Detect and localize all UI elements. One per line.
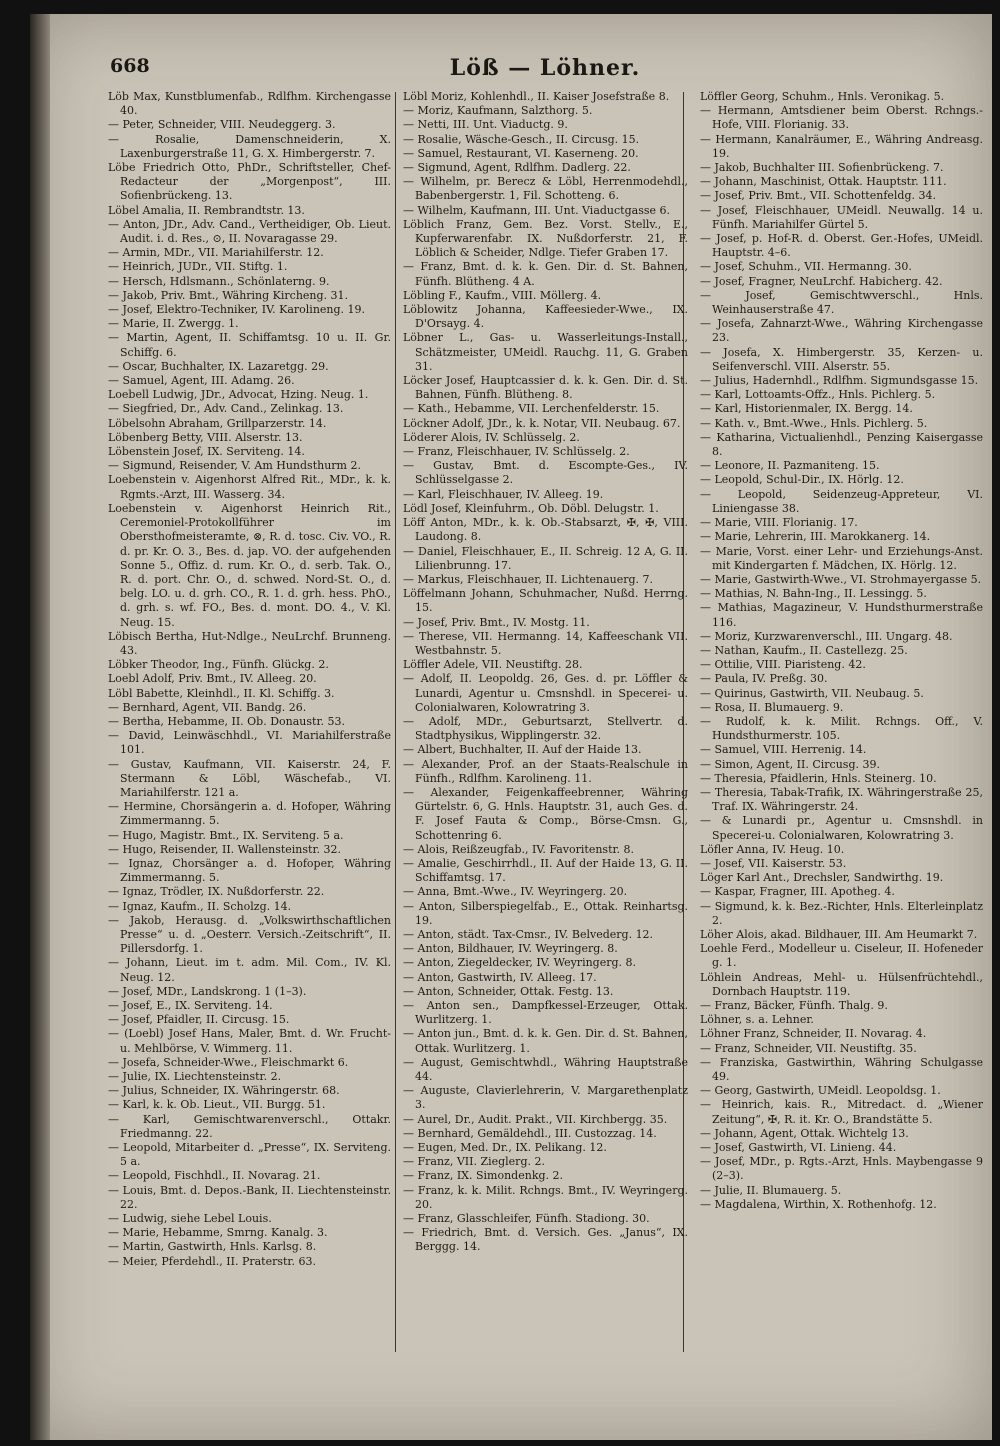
directory-entry: Löhlein Andreas, Mehl- u. Hülsenfrüchtehdl., Dornbach Hauptstr. 119. [700,970,983,998]
directory-entry: — Franz, Glasschleifer, Fünfh. Stadiong. 30. [403,1212,650,1226]
directory-entry: — Anton, Silberspiegelfab., E., Ottak. Reinhartsg. 19. [403,899,688,927]
directory-entry: — Josef, Gemischtwverschl., Hnls. Weinhauserstraße 47. [700,288,983,317]
directory-entry: — Quirinus, Gastwirth, VII. Neubaug. 5. [700,686,924,700]
directory-entry: Loebell Ludwig, JDr., Advocat, Hzing. Neug. 1. [108,388,369,402]
directory-entry: Löbker Theodor, Ing., Fünfh. Glückg. 2. [108,658,329,672]
directory-entry: — Sigmund, Agent, Rdlfhm. Dadlerg. 22. [403,161,631,175]
directory-entry: — Adolf, MDr., Geburtsarzt, Stellvertr. d. Stadtphysikus, Wipplingerstr. 32. [403,714,688,743]
directory-entry: — Paula, IV. Preßg. 30. [700,672,828,686]
directory-entry: — Rosa, II. Blumauerg. 9. [700,700,844,714]
directory-entry: — Gustav, Kaufmann, VII. Kaiserstr. 24, F. Stermann & Löbl, Wäschefab., VI. Mariahilferstr. 121 a. [108,757,391,799]
directory-entry: — Anton, Gastwirth, IV. Alleeg. 17. [403,970,597,984]
directory-entry: — Siegfried, Dr., Adv. Cand., Zelinkag. 13. [108,402,344,416]
directory-entry: Löblowitz Johanna, Kaffeesieder-Wwe., IX. D'Orsayg. 4. [403,303,688,331]
directory-entry: — Kath. v., Bmt.-Wwe., Hnls. Pichlerg. 5. [700,416,928,430]
book-gutter [30,14,50,1440]
column-2 [403,90,688,1430]
directory-entry: — Sigmund, Reisender, V. Am Hundsthurm 2. [108,459,361,473]
directory-entry: Loehle Ferd., Modelleur u. Ciseleur, II. Hofeneder g. 1. [700,942,983,970]
directory-entry: — Anton, Ziegeldecker, IV. Weyringerg. 8. [403,956,637,970]
directory-entry: — Kaspar, Fragner, III. Apotheg. 4. [700,885,895,899]
directory-entry: — Moriz, Kaufmann, Salzthorg. 5. [403,104,593,118]
directory-entry: — Netti, III. Unt. Viaductg. 9. [403,118,568,132]
directory-entry: Löher Alois, akad. Bildhauer, III. Am Heumarkt 7. [700,927,978,941]
directory-entry: — Johann, Lieut. im t. adm. Mil. Com., IV. Kl. Neug. 12. [108,956,391,984]
directory-entry: — Moriz, Kurzwarenverschl., III. Ungarg. 48. [700,629,953,643]
directory-entry: — Albert, Buchhalter, II. Auf der Haide 13. [403,743,642,757]
directory-entry: Löbl Babette, Kleinhdl., II. Kl. Schiffg. 3. [108,686,335,700]
directory-entry: — Anton sen., Dampfkessel-Erzeuger, Ottak. Wurlitzerg. 1. [403,999,688,1027]
directory-entry: — Julius, Schneider, IX. Währingerstr. 68. [108,1084,340,1098]
directory-entry: — Aurel, Dr., Audit. Prakt., VII. Kirchbergg. 35. [403,1112,668,1126]
directory-entry: — Eugen, Med. Dr., IX. Pelikang. 12. [403,1141,607,1155]
directory-entry: — Alexander, Prof. an der Staats-Realschule in Fünfh., Rdlfhm. Karolineng. 11. [403,757,688,785]
directory-entry: — Mathias, N. Bahn-Ing., II. Lessingg. 5. [700,587,927,601]
directory-entry: — Jakob, Priv. Bmt., Währing Kircheng. 31. [108,288,349,302]
directory-entry: — Rosalie, Damenschneiderin, X. Laxenburgerstraße 11, G. X. Himbergerstr. 7. [108,132,391,160]
directory-entry: — Martin, Gastwirth, Hnls. Karlsg. 8. [108,1240,317,1254]
directory-entry: — Johann, Maschinist, Ottak. Hauptstr. 111. [700,175,947,189]
directory-entry: — Marie, Gastwirth-Wwe., VI. Strohmayergasse 5. [700,572,982,586]
directory-entry: — Rosalie, Wäsche-Gesch., II. Circusg. 15. [403,132,640,146]
directory-entry: — Karl, Historienmaler, IX. Bergg. 14. [700,402,913,416]
directory-entry: Loebl Adolf, Priv. Bmt., IV. Alleeg. 20. [108,672,317,686]
directory-entry: Löbling F., Kaufm., VIII. Möllerg. 4. [403,288,602,302]
directory-entry: — Julie, IX. Liechtensteinstr. 2. [108,1070,282,1084]
directory-entry: — (Loebl) Josef Hans, Maler, Bmt. d. Wr. Frucht- u. Mehlbörse, V. Wimmerg. 11. [108,1027,391,1055]
directory-entry: — Sigmund, k. k. Bez.-Richter, Hnls. Elterleinplatz 2. [700,899,983,927]
directory-entry: — Ludwig, siehe Lebel Louis. [108,1212,272,1226]
directory-entry: — Oscar, Buchhalter, IX. Lazaretgg. 29. [108,359,329,373]
directory-entry: — Bertha, Hebamme, II. Ob. Donaustr. 53. [108,714,345,728]
directory-entry: Löff Anton, MDr., k. k. Ob.-Stabsarzt, ✠, ✠, VIII. Laudong. 8. [403,516,688,544]
directory-entry: — Heinrich, kais. R., Mitredact. d. „Wiener Zeitung“, ✠, R. it. Kr. O., Brandstätte 5. [700,1098,983,1126]
directory-entry: — Josefa, Zahnarzt-Wwe., Währing Kirchengasse 23. [700,317,983,345]
directory-entry: — Katharina, Victualienhdl., Penzing Kaisergasse 8. [700,430,983,459]
directory-entry: — Josef, Elektro-Techniker, IV. Karolineng. 19. [108,303,366,317]
directory-entry: — Hermann, Kanalräumer, E., Währing Andreasg. 19. [700,132,983,160]
directory-entry: — Jakob, Herausg. d. „Volkswirthschaftlichen Presse“ u. d. „Oesterr. Versich.-Zeitschrift“, II. Pillersdorfg. 1. [108,913,391,956]
directory-entry: — Leopold, Fischhdl., II. Novarag. 21. [108,1169,321,1183]
directory-entry: — Armin, MDr., VII. Mariahilferstr. 12. [108,246,324,260]
directory-entry: — Ottilie, VIII. Piaristeng. 42. [700,658,866,672]
directory-entry: — Josef, p. Hof-R. d. Oberst. Ger.-Hofes, UMeidl. Hauptstr. 4–6. [700,232,983,260]
directory-entry: Löbenstein Josef, IX. Serviteng. 14. [108,445,305,459]
directory-entry: — Anton, Bildhauer, IV. Weyringerg. 8. [403,942,618,956]
directory-entry: Löhner Franz, Schneider, II. Novarag. 4. [700,1027,927,1041]
directory-entry: — Samuel, VIII. Herrenig. 14. [700,743,867,757]
directory-entry: — Leopold, Schul-Dir., IX. Hörlg. 12. [700,473,904,487]
directory-entry: — Kath., Hebamme, VII. Lerchenfelderstr. 15. [403,402,660,416]
directory-entry: — Marie, Vorst. einer Lehr- und Erziehungs-Anst. mit Kindergarten f. Mädchen, IX. Hörlg. 12. [700,544,983,572]
directory-entry: — Josef, E., IX. Serviteng. 14. [108,999,273,1012]
directory-entry: — Georg, Gastwirth, UMeidl. Leopoldsg. 1. [700,1084,941,1098]
directory-entry: — Hugo, Reisender, II. Wallensteinstr. 32. [108,842,341,856]
directory-entry: Löbl Moriz, Kohlenhdl., II. Kaiser Josefstraße 8. [403,90,670,103]
directory-entry: — Josef, Priv. Bmt., VII. Schottenfeldg. 34. [700,189,936,203]
page-number: 668 [110,55,150,77]
directory-entry: — Anton, JDr., Adv. Cand., Vertheidiger, Ob. Lieut. Audit. i. d. Res., ⊙, II. Novaragasse 29. [108,217,391,246]
directory-entry: Löffler Adele, VII. Neustiftg. 28. [403,658,583,672]
directory-entry: — Alexander, Feigenkaffeebrenner, Währing Gürtelstr. 6, G. Hnls. Hauptstr. 31, auch Ges. d. F. Josef Fauta & Comp., Börse-Cmsn. G., Schottenring 6. [403,785,688,842]
directory-entry: — Nathan, Kaufm., II. Castellezg. 25. [700,643,908,657]
directory-entry: — Karl, k. k. Ob. Lieut., VII. Burgg. 51. [108,1098,326,1112]
column-3 [700,90,983,1430]
directory-entry: Löbisch Bertha, Hut-Ndlge., NeuLrchf. Brunneng. 43. [108,629,391,657]
directory-entry: — Friedrich, Bmt. d. Versich. Ges. „Janus“, IX. Berggg. 14. [403,1226,688,1254]
directory-entry: — Anton jun., Bmt. d. k. k. Gen. Dir. d. St. Bahnen, Ottak. Wurlitzerg. 1. [403,1027,688,1055]
directory-entry: — Josef, Priv. Bmt., IV. Mostg. 11. [403,615,590,629]
directory-entry: — Rudolf, k. k. Milit. Rchngs. Off., V. Hundsthurmerstr. 105. [700,714,983,743]
directory-entry: — Josef, MDr., Landskrong. 1 (1–3). [108,984,307,998]
directory-entry: — Samuel, Restaurant, VI. Kaserneng. 20. [403,146,639,160]
directory-entry: — Alois, Reißzeugfab., IV. Favoritenstr. 8. [403,842,635,856]
directory-entry: — Bernhard, Gemäldehdl., III. Custozzag. 14. [403,1126,657,1140]
directory-entry: — Josefa, X. Himbergerstr. 35, Kerzen- u. Seifenverschl. VIII. Alserstr. 55. [700,345,983,373]
directory-entry: Löhner, s. a. Lehner. [700,1013,814,1027]
directory-entry: — Franz, Fleischhauer, IV. Schlüsselg. 2. [403,445,630,459]
directory-entry: — Bernhard, Agent, VII. Bandg. 26. [108,700,307,714]
directory-entry: — Ignaz, Kaufm., II. Scholzg. 14. [108,899,292,913]
directory-entry: — David, Leinwäschhdl., VI. Mariahilferstraße 101. [108,729,391,757]
directory-entry: — Josef, Fleischhauer, UMeidl. Neuwallg. 14 u. Fünfh. Mariahilfer Gürtel 5. [700,203,983,231]
directory-entry: — Hermann, Amtsdiener beim Oberst. Rchngs.-Hofe, VIII. Florianig. 33. [700,104,983,132]
directory-entry: — Leonore, II. Pazmaniteng. 15. [700,459,880,473]
directory-entry: Löcker Josef, Hauptcassier d. k. k. Gen. Dir. d. St. Bahnen, Fünfh. Blütheng. 8. [403,374,688,402]
directory-entry: — Jakob, Buchhalter III. Sofienbrückeng. 7. [700,161,944,175]
directory-entry: — Heinrich, JUDr., VII. Stiftg. 1. [108,260,288,274]
directory-entry: Löffelmann Johann, Schuhmacher, Nußd. Herrng. 15. [403,587,688,615]
directory-entry: — Franz, k. k. Milit. Rchngs. Bmt., IV. Weyringerg. 20. [403,1183,688,1211]
directory-entry: — Karl, Gemischtwarenverschl., Ottakr. Friedmanng. 22. [108,1112,391,1140]
directory-entry: — Peter, Schneider, VIII. Neudeggerg. 3. [108,118,336,132]
directory-entry: — Anton, Schneider, Ottak. Festg. 13. [403,984,614,998]
directory-entry: — Louis, Bmt. d. Depos.-Bank, II. Liechtensteinstr. 22. [108,1183,391,1211]
directory-entry: — Magdalena, Wirthin, X. Rothenhofg. 12. [700,1197,937,1211]
directory-entry: — Marie, Hebamme, Smrng. Kanalg. 3. [108,1226,328,1240]
directory-entry: — Hugo, Magistr. Bmt., IX. Serviteng. 5 a. [108,828,344,842]
directory-entry: — Franz, Bäcker, Fünfh. Thalg. 9. [700,999,888,1012]
directory-entry: — Anna, Bmt.-Wwe., IV. Weyringerg. 20. [403,885,628,899]
directory-entry: — Mathias, Magazineur, V. Hundsthurmerstraße 116. [700,601,983,629]
directory-entry: Löb Max, Kunstblumenfab., Rdlfhm. Kirchengasse 40. [108,90,391,118]
directory-entry: — Martin, Agent, II. Schiffamtsg. 10 u. II. Gr. Schiffg. 6. [108,331,391,359]
directory-entry: — Daniel, Fleischhauer, E., II. Schreig. 12 A, G. II. Lilienbrunng. 17. [403,544,688,572]
directory-entry: — Josef, Fragner, NeuLrchf. Habicherg. 42. [700,274,943,288]
page-header [110,55,980,83]
directory-entry: — Karl, Lottoamts-Offz., Hnls. Pichlerg. 5. [700,388,936,402]
directory-entry: — Hersch, Hdlsmann., Schönlaterng. 9. [108,274,330,288]
directory-entry: — Marie, Lehrerin, III. Marokkanerg. 14. [700,530,931,544]
directory-entry: — Josef, MDr., p. Rgts.-Arzt, Hnls. Maybengasse 9 (2–3). [700,1155,983,1183]
directory-entry: Löbe Friedrich Otto, PhDr., Schriftsteller, Chef-Redacteur der „Morgenpost“, III. Sofienbrückeng. 13. [108,161,391,203]
directory-entry: Lödl Josef, Kleinfuhrm., Ob. Döbl. Delugstr. 1. [403,501,659,515]
directory-entry: — & Lunardi pr., Agentur u. Cmsnshdl. in Specerei-u. Colonialwaren, Kolowratring 3. [700,814,983,842]
directory-entry: — Amalie, Geschirrhdl., II. Auf der Haide 13, G. II. Schiffamtsg. 17. [403,856,688,885]
directory-entry: Löger Karl Ant., Drechsler, Sandwirthg. 19. [700,871,944,885]
directory-columns [108,90,988,1430]
directory-entry: — Therese, VII. Hermanng. 14, Kaffeeschank VII. Westbahnstr. 5. [403,629,688,657]
directory-entry: Loebenstein v. Aigenhorst Alfred Rit., MDr., k. k. Rgmts.-Arzt, III. Wasserg. 34. [108,473,391,501]
directory-entry: — Simon, Agent, II. Circusg. 39. [700,757,880,771]
directory-entry: — Wilhelm, Kaufmann, III. Unt. Viaductgasse 6. [403,203,670,217]
directory-entry: — Julius, Hadernhdl., Rdlfhm. Sigmundsgasse 15. [700,374,979,388]
directory-entry: Löbner L., Gas- u. Wasserleitungs-Install., Schätzmeister, UMeidl. Rauchg. 11, G. Graben 31. [403,331,688,373]
directory-entry: — Samuel, Agent, III. Adamg. 26. [108,374,295,388]
directory-entry: — Anton, städt. Tax-Cmsr., IV. Belvederg. 12. [403,927,654,941]
directory-entry: — Marie, II. Zwergg. 1. [108,317,239,331]
directory-entry: — August, Gemischtwhdl., Währing Hauptstraße 44. [403,1055,688,1084]
directory-entry: — Marie, VIII. Florianig. 17. [700,516,858,530]
directory-entry: — Auguste, Clavierlehrerin, V. Margarethenplatz 3. [403,1084,688,1112]
directory-entry: — Karl, Fleischhauer, IV. Alleeg. 19. [403,487,604,501]
directory-entry: — Gustav, Bmt. d. Escompte-Ges., IV. Schlüsselgasse 2. [403,459,688,487]
directory-entry: — Markus, Fleischhauer, II. Lichtenauerg. 7. [403,572,654,586]
directory-entry: Löbenberg Betty, VIII. Alserstr. 13. [108,430,303,444]
directory-entry: — Josef, Schuhm., VII. Hermanng. 30. [700,260,912,274]
directory-entry: — Franz, Schneider, VII. Neustiftg. 35. [700,1041,917,1055]
directory-entry: — Ignaz, Trödler, IX. Nußdorferstr. 22. [108,885,325,899]
directory-entry: — Hermine, Chorsängerin a. d. Hofoper, Währing Zimmermanng. 5. [108,800,391,828]
directory-entry: — Josef, Gastwirth, VI. Linieng. 44. [700,1141,897,1155]
directory-entry: — Leopold, Mitarbeiter d. „Presse“, IX. Serviteng. 5 a. [108,1141,391,1169]
running-head: Löß — Löhner. [449,55,641,81]
directory-entry: — Adolf, II. Leopoldg. 26, Ges. d. pr. Löffler & Lunardi, Agentur u. Cmsnshdl. in Specerei- u. Colonialwaren, Kolowratring 3. [403,672,688,714]
column-1 [108,90,391,1430]
directory-entry: Löbelsohn Abraham, Grillparzerstr. 14. [108,416,327,430]
directory-entry: Löffler Georg, Schuhm., Hnls. Veronikag. 5. [700,90,945,103]
directory-entry: — Theresia, Pfaidlerin, Hnls. Steinerg. 10. [700,771,937,785]
directory-entry: Löbel Amalia, II. Rembrandtstr. 13. [108,203,305,217]
directory-entry: — Ignaz, Chorsänger a. d. Hofoper, Währing Zimmermanng. 5. [108,856,391,885]
directory-entry: Löblich Franz, Gem. Bez. Vorst. Stellv., E., Kupferwarenfabr. IX. Nußdorferstr. 21, F. Löblich & Scheider, Ndlge. Tiefer Graben 17. [403,217,688,260]
directory-entry: — Josefa, Schneider-Wwe., Fleischmarkt 6. [108,1055,349,1069]
directory-entry: — Wilhelm, pr. Berecz & Löbl, Herrenmodehdl., Babenbergerstr. 1, Fil. Schotteng. 6. [403,175,688,203]
directory-entry: Loebenstein v. Aigenhorst Heinrich Rit., Ceremoniel-Protokollführer im Obersthofmeisteramte, ⊗, R. d. tosc. Civ. VO., R. d. pr. Kr. O. 3., Bes. d. jap. VO. der aufgehenden Sonne 5., Offiz. d. rum. Kr. O., d. serb. Tak. O., R. d. port. Chr. O., d. schwed. Nord-St. O., d. belg. LO. u. d. grh. CO., R. 1. d. grh. hess. PhO., d. grh. s. wf. FO., Bes. d. mont. DO. 4., V. Kl. Neug. 15. [108,501,391,629]
directory-entry: — Josef, VII. Kaiserstr. 53. [700,856,847,870]
directory-entry: — Franziska, Gastwirthin, Währing Schulgasse 49. [700,1055,983,1084]
directory-entry: Löfler Anna, IV. Heug. 10. [700,842,845,856]
directory-entry: — Meier, Pferdehdl., II. Praterstr. 63. [108,1254,316,1268]
directory-entry: Löderer Alois, IV. Schlüsselg. 2. [403,430,580,444]
directory-entry: — Johann, Agent, Ottak. Wichtelg 13. [700,1126,909,1140]
directory-entry: — Franz, VII. Zieglerg. 2. [403,1155,545,1169]
directory-entry: — Franz, Bmt. d. k. k. Gen. Dir. d. St. Bahnen, Fünfh. Blütheng. 4 A. [403,260,688,288]
directory-entry: — Theresia, Tabak-Trafik, IX. Währingerstraße 25, Traf. IX. Währingerstr. 24. [700,785,983,814]
directory-entry: — Julie, II. Blumauerg. 5. [700,1183,842,1197]
directory-entry: — Josef, Pfaidler, II. Circusg. 15. [108,1013,290,1027]
directory-entry: Löckner Adolf, JDr., k. k. Notar, VII. Neubaug. 67. [403,416,681,430]
directory-entry: — Leopold, Seidenzeug-Appreteur, VI. Liniengasse 38. [700,487,983,515]
directory-entry: — Franz, IX. Simondenkg. 2. [403,1169,564,1183]
